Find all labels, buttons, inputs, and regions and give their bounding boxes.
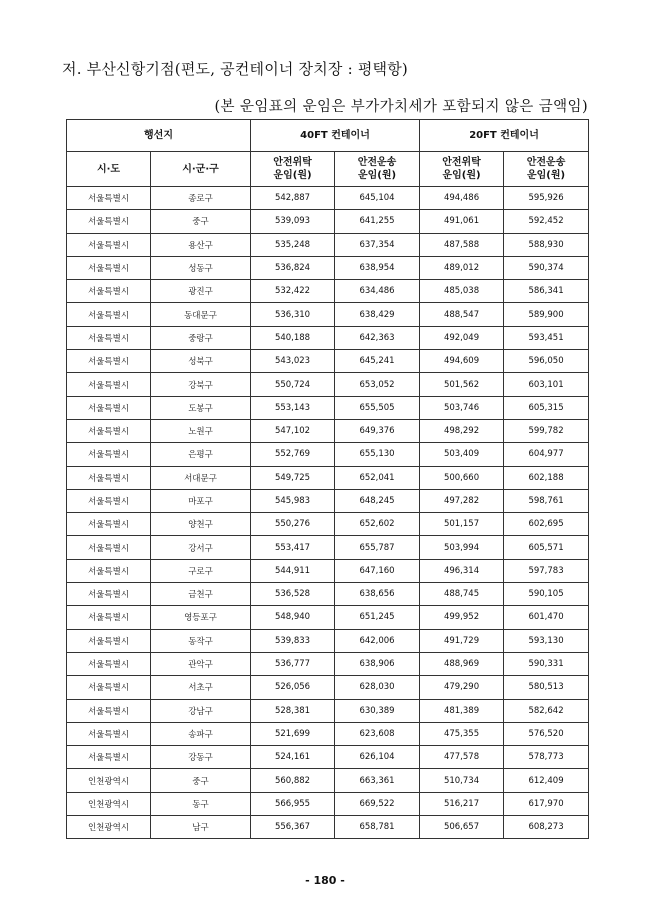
district-cell: 강서구 — [151, 536, 251, 559]
fare-40ft-transport-cell: 652,602 — [335, 513, 420, 536]
table-row — [67, 326, 589, 349]
fare-40ft-consign-cell: 545,983 — [251, 489, 335, 512]
fare-40ft-transport-cell: 638,954 — [335, 256, 420, 279]
header-40ft: 40FT 컨테이너 — [251, 120, 420, 152]
fare-40ft-consign-cell: 536,777 — [251, 652, 335, 675]
fare-20ft-consign-cell: 492,049 — [420, 326, 504, 349]
header-20ft: 20FT 컨테이너 — [420, 120, 589, 152]
fare-40ft-consign-cell: 548,940 — [251, 606, 335, 629]
fare-40ft-consign-cell: 549,725 — [251, 466, 335, 489]
fare-40ft-consign-cell: 540,188 — [251, 326, 335, 349]
district-cell: 동대문구 — [151, 303, 251, 326]
vat-note: (본 운임표의 운임은 부가가치세가 포함되지 않은 금액임) — [214, 99, 588, 115]
fare-20ft-consign-cell: 501,562 — [420, 373, 504, 396]
fare-20ft-transport-cell: 582,642 — [504, 699, 589, 722]
header-40ft-transport-fare: 안전운송 운임(원) — [335, 152, 420, 187]
fare-40ft-transport-cell: 648,245 — [335, 489, 420, 512]
fare-20ft-consign-cell: 496,314 — [420, 559, 504, 582]
fare-table-body — [67, 187, 589, 839]
fare-40ft-transport-cell: 626,104 — [335, 746, 420, 769]
fare-20ft-consign-cell: 503,994 — [420, 536, 504, 559]
fare-20ft-consign-cell: 499,952 — [420, 606, 504, 629]
fare-20ft-transport-cell: 576,520 — [504, 722, 589, 745]
province-cell: 서울특별시 — [67, 722, 151, 745]
fare-20ft-transport-cell: 612,409 — [504, 769, 589, 792]
header-district: 시·군·구 — [151, 152, 251, 187]
fare-40ft-transport-cell: 623,608 — [335, 722, 420, 745]
fare-40ft-transport-cell: 658,781 — [335, 816, 420, 839]
province-cell: 서울특별시 — [67, 326, 151, 349]
fare-40ft-consign-cell: 553,417 — [251, 536, 335, 559]
fare-40ft-consign-cell: 552,769 — [251, 443, 335, 466]
fare-20ft-consign-cell: 501,157 — [420, 513, 504, 536]
fare-40ft-consign-cell: 560,882 — [251, 769, 335, 792]
fare-20ft-consign-cell: 494,609 — [420, 350, 504, 373]
district-cell: 강남구 — [151, 699, 251, 722]
table-row — [67, 722, 589, 745]
fare-20ft-transport-cell: 589,900 — [504, 303, 589, 326]
district-cell: 남구 — [151, 816, 251, 839]
fare-40ft-consign-cell: 532,422 — [251, 280, 335, 303]
province-cell: 서울특별시 — [67, 256, 151, 279]
fare-40ft-transport-cell: 642,006 — [335, 629, 420, 652]
table-row — [67, 256, 589, 279]
district-cell: 중구 — [151, 769, 251, 792]
fare-40ft-consign-cell: 547,102 — [251, 419, 335, 442]
fare-40ft-transport-cell: 638,429 — [335, 303, 420, 326]
province-cell: 서울특별시 — [67, 210, 151, 233]
fare-40ft-consign-cell: 526,056 — [251, 676, 335, 699]
fare-20ft-consign-cell: 497,282 — [420, 489, 504, 512]
page-number: - 180 - — [305, 874, 345, 887]
province-cell: 서울특별시 — [67, 513, 151, 536]
province-cell: 서울특별시 — [67, 699, 151, 722]
table-row — [67, 652, 589, 675]
fare-40ft-consign-cell: 543,023 — [251, 350, 335, 373]
province-cell: 서울특별시 — [67, 583, 151, 606]
table-row — [67, 233, 589, 256]
fare-40ft-transport-cell: 645,104 — [335, 187, 420, 210]
fare-40ft-transport-cell: 641,255 — [335, 210, 420, 233]
district-cell: 관악구 — [151, 652, 251, 675]
section-heading: 저. 부산신항기점(편도, 공컨테이너 장치장 : 평택항) — [62, 60, 408, 78]
fare-40ft-consign-cell: 550,724 — [251, 373, 335, 396]
table-row — [67, 303, 589, 326]
header-40ft-consign-fare: 안전위탁 운임(원) — [251, 152, 335, 187]
table-row — [67, 373, 589, 396]
fare-40ft-consign-cell: 528,381 — [251, 699, 335, 722]
fare-20ft-transport-cell: 602,188 — [504, 466, 589, 489]
fare-20ft-consign-cell: 487,588 — [420, 233, 504, 256]
fare-40ft-consign-cell: 556,367 — [251, 816, 335, 839]
table-row — [67, 419, 589, 442]
fare-20ft-consign-cell: 488,969 — [420, 652, 504, 675]
fare-40ft-consign-cell: 524,161 — [251, 746, 335, 769]
fare-40ft-transport-cell: 663,361 — [335, 769, 420, 792]
fare-20ft-consign-cell: 485,038 — [420, 280, 504, 303]
fare-table — [66, 119, 589, 839]
fare-20ft-consign-cell: 503,409 — [420, 443, 504, 466]
fare-20ft-transport-cell: 588,930 — [504, 233, 589, 256]
fare-20ft-transport-cell: 592,452 — [504, 210, 589, 233]
district-cell: 구로구 — [151, 559, 251, 582]
table-row — [67, 536, 589, 559]
fare-40ft-consign-cell: 536,824 — [251, 256, 335, 279]
sub-header-row — [67, 152, 589, 187]
fare-40ft-transport-cell: 630,389 — [335, 699, 420, 722]
fare-40ft-consign-cell: 536,310 — [251, 303, 335, 326]
fare-40ft-transport-cell: 655,787 — [335, 536, 420, 559]
province-cell: 인천광역시 — [67, 792, 151, 815]
fare-20ft-consign-cell: 494,486 — [420, 187, 504, 210]
fare-40ft-transport-cell: 651,245 — [335, 606, 420, 629]
district-cell: 성동구 — [151, 256, 251, 279]
table-row — [67, 210, 589, 233]
fare-20ft-transport-cell: 590,374 — [504, 256, 589, 279]
fare-20ft-transport-cell: 586,341 — [504, 280, 589, 303]
province-cell: 서울특별시 — [67, 676, 151, 699]
fare-40ft-transport-cell: 645,241 — [335, 350, 420, 373]
fare-40ft-transport-cell: 638,906 — [335, 652, 420, 675]
fare-20ft-transport-cell: 598,761 — [504, 489, 589, 512]
table-row — [67, 792, 589, 815]
fare-20ft-transport-cell: 595,926 — [504, 187, 589, 210]
fare-40ft-consign-cell: 550,276 — [251, 513, 335, 536]
province-cell: 인천광역시 — [67, 816, 151, 839]
fare-40ft-transport-cell: 652,041 — [335, 466, 420, 489]
fare-40ft-consign-cell: 521,699 — [251, 722, 335, 745]
header-destination: 행선지 — [67, 120, 251, 152]
header-20ft-consign-fare: 안전위탁 운임(원) — [420, 152, 504, 187]
header-20ft-transport-fare: 안전운송 운임(원) — [504, 152, 589, 187]
province-cell: 서울특별시 — [67, 419, 151, 442]
district-cell: 은평구 — [151, 443, 251, 466]
table-row — [67, 676, 589, 699]
district-cell: 금천구 — [151, 583, 251, 606]
district-cell: 종로구 — [151, 187, 251, 210]
fare-20ft-transport-cell: 604,977 — [504, 443, 589, 466]
fare-40ft-transport-cell: 638,656 — [335, 583, 420, 606]
province-cell: 서울특별시 — [67, 443, 151, 466]
district-cell: 동구 — [151, 792, 251, 815]
fare-40ft-transport-cell: 628,030 — [335, 676, 420, 699]
province-cell: 서울특별시 — [67, 396, 151, 419]
fare-40ft-consign-cell: 539,833 — [251, 629, 335, 652]
table-row — [67, 187, 589, 210]
fare-40ft-transport-cell: 642,363 — [335, 326, 420, 349]
fare-20ft-consign-cell: 510,734 — [420, 769, 504, 792]
fare-20ft-consign-cell: 516,217 — [420, 792, 504, 815]
fare-20ft-transport-cell: 603,101 — [504, 373, 589, 396]
fare-20ft-consign-cell: 479,290 — [420, 676, 504, 699]
fare-20ft-transport-cell: 590,331 — [504, 652, 589, 675]
fare-20ft-transport-cell: 617,970 — [504, 792, 589, 815]
province-cell: 서울특별시 — [67, 350, 151, 373]
fare-20ft-transport-cell: 605,315 — [504, 396, 589, 419]
district-cell: 중구 — [151, 210, 251, 233]
fare-40ft-consign-cell: 544,911 — [251, 559, 335, 582]
fare-20ft-transport-cell: 580,513 — [504, 676, 589, 699]
province-cell: 서울특별시 — [67, 280, 151, 303]
district-cell: 송파구 — [151, 722, 251, 745]
header-province: 시·도 — [67, 152, 151, 187]
district-cell: 마포구 — [151, 489, 251, 512]
fare-20ft-transport-cell: 593,130 — [504, 629, 589, 652]
district-cell: 영등포구 — [151, 606, 251, 629]
table-row — [67, 513, 589, 536]
fare-40ft-transport-cell: 655,505 — [335, 396, 420, 419]
province-cell: 서울특별시 — [67, 303, 151, 326]
fare-20ft-transport-cell: 578,773 — [504, 746, 589, 769]
fare-20ft-consign-cell: 481,389 — [420, 699, 504, 722]
fare-40ft-transport-cell: 647,160 — [335, 559, 420, 582]
district-cell: 도봉구 — [151, 396, 251, 419]
fare-40ft-consign-cell: 536,528 — [251, 583, 335, 606]
district-cell: 동작구 — [151, 629, 251, 652]
fare-40ft-consign-cell: 539,093 — [251, 210, 335, 233]
table-row — [67, 350, 589, 373]
table-row — [67, 443, 589, 466]
fare-20ft-consign-cell: 488,745 — [420, 583, 504, 606]
province-cell: 서울특별시 — [67, 559, 151, 582]
province-cell: 서울특별시 — [67, 489, 151, 512]
table-row — [67, 466, 589, 489]
province-cell: 서울특별시 — [67, 652, 151, 675]
fare-20ft-consign-cell: 489,012 — [420, 256, 504, 279]
fare-20ft-consign-cell: 475,355 — [420, 722, 504, 745]
fare-20ft-consign-cell: 498,292 — [420, 419, 504, 442]
table-row — [67, 559, 589, 582]
table-row — [67, 769, 589, 792]
fare-20ft-transport-cell: 608,273 — [504, 816, 589, 839]
fare-40ft-consign-cell: 535,248 — [251, 233, 335, 256]
district-cell: 강동구 — [151, 746, 251, 769]
fare-20ft-consign-cell: 477,578 — [420, 746, 504, 769]
province-cell: 서울특별시 — [67, 466, 151, 489]
fare-40ft-transport-cell: 634,486 — [335, 280, 420, 303]
fare-20ft-transport-cell: 590,105 — [504, 583, 589, 606]
province-cell: 서울특별시 — [67, 187, 151, 210]
table-row — [67, 583, 589, 606]
district-cell: 성북구 — [151, 350, 251, 373]
district-cell: 노원구 — [151, 419, 251, 442]
table-row — [67, 746, 589, 769]
fare-40ft-transport-cell: 655,130 — [335, 443, 420, 466]
fare-40ft-transport-cell: 637,354 — [335, 233, 420, 256]
district-cell: 양천구 — [151, 513, 251, 536]
table-row — [67, 280, 589, 303]
fare-20ft-consign-cell: 491,729 — [420, 629, 504, 652]
fare-20ft-transport-cell: 601,470 — [504, 606, 589, 629]
province-cell: 인천광역시 — [67, 769, 151, 792]
table-row — [67, 699, 589, 722]
fare-20ft-transport-cell: 605,571 — [504, 536, 589, 559]
fare-40ft-transport-cell: 653,052 — [335, 373, 420, 396]
table-row — [67, 629, 589, 652]
province-cell: 서울특별시 — [67, 606, 151, 629]
fare-20ft-consign-cell: 500,660 — [420, 466, 504, 489]
fare-20ft-transport-cell: 593,451 — [504, 326, 589, 349]
fare-40ft-transport-cell: 669,522 — [335, 792, 420, 815]
table-row — [67, 816, 589, 839]
district-cell: 서대문구 — [151, 466, 251, 489]
group-header-row — [67, 120, 589, 152]
district-cell: 광진구 — [151, 280, 251, 303]
fare-20ft-transport-cell: 597,783 — [504, 559, 589, 582]
fare-20ft-consign-cell: 503,746 — [420, 396, 504, 419]
table-row — [67, 396, 589, 419]
province-cell: 서울특별시 — [67, 536, 151, 559]
fare-40ft-transport-cell: 649,376 — [335, 419, 420, 442]
district-cell: 강북구 — [151, 373, 251, 396]
table-row — [67, 606, 589, 629]
province-cell: 서울특별시 — [67, 373, 151, 396]
fare-20ft-consign-cell: 488,547 — [420, 303, 504, 326]
fare-20ft-transport-cell: 596,050 — [504, 350, 589, 373]
fare-20ft-consign-cell: 491,061 — [420, 210, 504, 233]
province-cell: 서울특별시 — [67, 233, 151, 256]
fare-20ft-transport-cell: 602,695 — [504, 513, 589, 536]
table-row — [67, 489, 589, 512]
district-cell: 용산구 — [151, 233, 251, 256]
district-cell: 중랑구 — [151, 326, 251, 349]
fare-40ft-consign-cell: 566,955 — [251, 792, 335, 815]
fare-40ft-consign-cell: 553,143 — [251, 396, 335, 419]
province-cell: 서울특별시 — [67, 746, 151, 769]
fare-40ft-consign-cell: 542,887 — [251, 187, 335, 210]
fare-20ft-transport-cell: 599,782 — [504, 419, 589, 442]
district-cell: 서초구 — [151, 676, 251, 699]
province-cell: 서울특별시 — [67, 629, 151, 652]
fare-20ft-consign-cell: 506,657 — [420, 816, 504, 839]
